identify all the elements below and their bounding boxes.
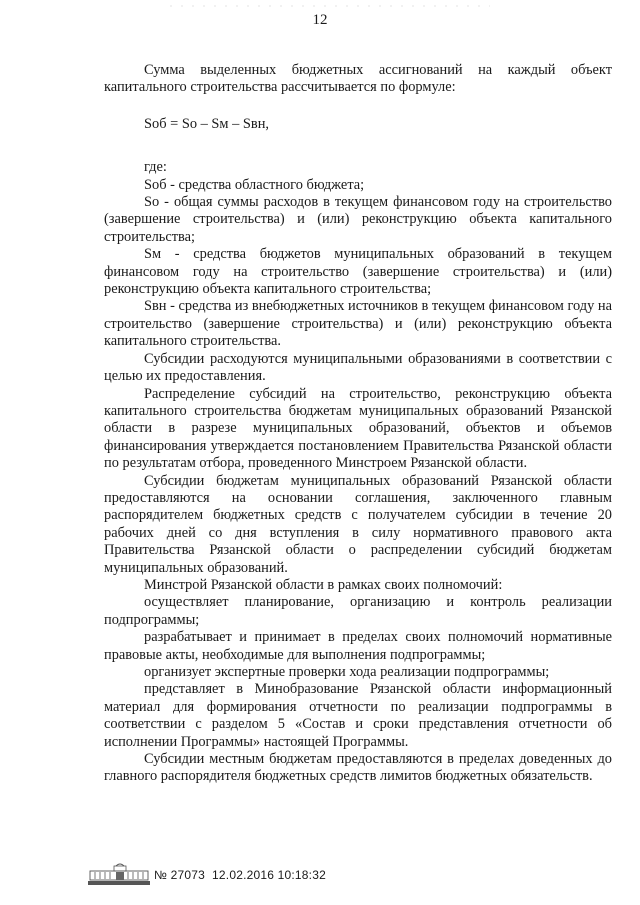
- document-footer: [86, 862, 326, 888]
- building-logo-icon: [86, 862, 150, 888]
- formula: Sоб = Sо – Sм – Sвн,: [144, 115, 270, 132]
- paragraph-minstroy: Минстрой Рязанской области в рамках своих полномочий:: [144, 576, 503, 593]
- paragraph-limits: Субсидии местным бюджетам предоставляются в пределах доведенных до главного распорядителя бюджетных средств лимитов бюджетных обязательств.: [104, 751, 612, 785]
- paragraph-reports: представляет в Минобразование Рязанской области информационный материал для формирования отчетности по реализации подпрограммы в соответствии с разделом 5 «Состав и сроки представления отчетности об исполнении Программы» настоящей Программы.: [104, 681, 612, 750]
- paragraph-develops: разрабатывает и принимает в пределах своих полномочий нормативные правовые акты, необходимые для выполнения подпрограммы;: [104, 629, 612, 663]
- page-number: 12: [312, 12, 328, 28]
- paragraph-subsidies-spent: Субсидии расходуются муниципальными образованиями в соответствии с целью их предоставления.: [104, 350, 612, 385]
- definition-s-vn: Sвн - средства из внебюджетных источников в текущем финансовом году на строительство (завершение строительства) и (или) реконструкцию объекта капитального строительства.: [104, 298, 612, 350]
- paragraph-expert: организует экспертные проверки хода реализации подпрограммы;: [144, 664, 550, 680]
- paragraph-agreement: Субсидии бюджетам муниципальных образований Рязанской области предоставляются на основании соглашения, заключенного главным распорядителем бюджетных средств с получателем субсидии в течение 20 рабочих дней со дня вступления в силу нормативного правового акта Правительства Рязанской области о распределении субсидий бюджетам муниципальных образований.: [104, 472, 612, 576]
- document-body: [104, 62, 612, 786]
- paragraph-intro: Сумма выделенных бюджетных ассигнований на каждый объект капитального строительства рассчитывается по формуле:: [104, 62, 612, 96]
- paragraph-distribution: Распределение субсидий на строительство, реконструкцию объекта капитального строительства бюджетам муниципальных образований Рязанской области в разрезе муниципальных образований, объектов и объемов финансирования утверждается постановлением Правительства Рязанской области по результатам отбора, проведенного Минстроем Рязанской области.: [104, 385, 612, 472]
- definition-s-m: Sм - средства бюджетов муниципальных образований в текущем финансовом году на строительство (завершение строительства) и (или) реконструкцию объекта капитального строительства;: [104, 246, 612, 298]
- definition-s-o: Sо - общая суммы расходов в текущем финансовом году на строительство (завершение строительства) и (или) реконструкцию объекта капитального строительства;: [104, 194, 612, 245]
- scan-artifact-marks: [170, 4, 490, 8]
- formula-where: где:: [144, 159, 167, 176]
- registration-stamp: № 27073 12.02.2016 10:18:32: [154, 868, 326, 882]
- paragraph-planning: осуществляет планирование, организацию и контроль реализации подпрограммы;: [104, 594, 612, 628]
- definition-s-ob: Sоб - средства областного бюджета;: [144, 176, 365, 193]
